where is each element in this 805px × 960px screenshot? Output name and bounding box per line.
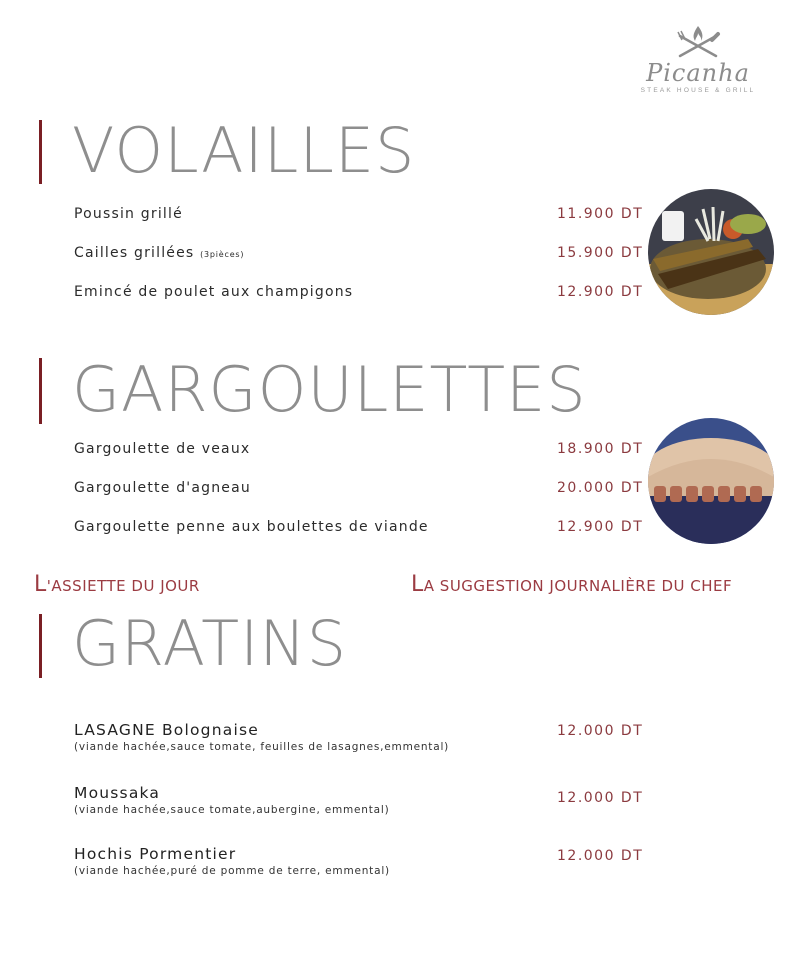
section-title-gratins: GRATINS	[72, 607, 348, 680]
crossed-fork-knife-flame-icon	[668, 22, 728, 60]
menu-item-price: 12.900 DT	[557, 519, 644, 535]
menu-item-price: 12.000 DT	[557, 790, 644, 806]
menu-item-name: Emincé de poulet aux champigons	[74, 284, 354, 300]
section-bar-gargoulettes	[39, 358, 42, 424]
menu-item-price: 12.000 DT	[557, 848, 644, 864]
menu-item-price: 12.000 DT	[557, 723, 644, 739]
menu-item-price: 20.000 DT	[557, 480, 644, 496]
section-title-gargoulettes: GARGOULETTES	[72, 353, 587, 426]
logo-tagline: STEAK HOUSE & GRILL	[640, 87, 756, 94]
menu-item-description: (viande hachée,sauce tomate,aubergine, emmental)	[74, 804, 390, 816]
menu-item-price: 12.900 DT	[557, 284, 644, 300]
menu-item-price: 15.900 DT	[557, 245, 644, 261]
menu-item-description: (viande hachée,sauce tomate, feuilles de lasagnes,emmental)	[74, 741, 450, 753]
menu-item-price: 18.900 DT	[557, 441, 644, 457]
menu-item-name: Hochis Pormentier	[74, 845, 237, 863]
menu-item-name: Gargoulette penne aux boulettes de viande	[74, 519, 429, 535]
grilled-chicken-photo	[648, 189, 774, 315]
section-bar-volailles	[39, 120, 42, 184]
section-title-volailles: VOLAILLES	[72, 114, 416, 187]
menu-item-name: Gargoulette de veaux	[74, 441, 251, 457]
menu-item-name: Poussin grillé	[74, 206, 183, 222]
menu-item-note: (3pièces)	[200, 250, 245, 259]
menu-item-name: Cailles grillées (3pièces)	[74, 245, 245, 261]
banner-suggestion-du-chef: LA SUGGESTION JOURNALIÈRE DU CHEF	[411, 572, 733, 597]
menu-item-name: Gargoulette d'agneau	[74, 480, 251, 496]
menu-item-name: LASAGNE Bolognaise	[74, 721, 259, 739]
section-bar-gratins	[39, 614, 42, 678]
menu-item-name: Moussaka	[74, 784, 161, 802]
banner-assiette-du-jour: L'ASSIETTE DU JOUR	[34, 572, 200, 597]
logo	[628, 22, 768, 112]
clay-oven-photo	[648, 418, 774, 544]
menu-item-description: (viande hachée,puré de pomme de terre, emmental)	[74, 865, 390, 877]
menu-item-price: 11.900 DT	[557, 206, 644, 222]
logo-name: Picanha	[646, 59, 750, 87]
